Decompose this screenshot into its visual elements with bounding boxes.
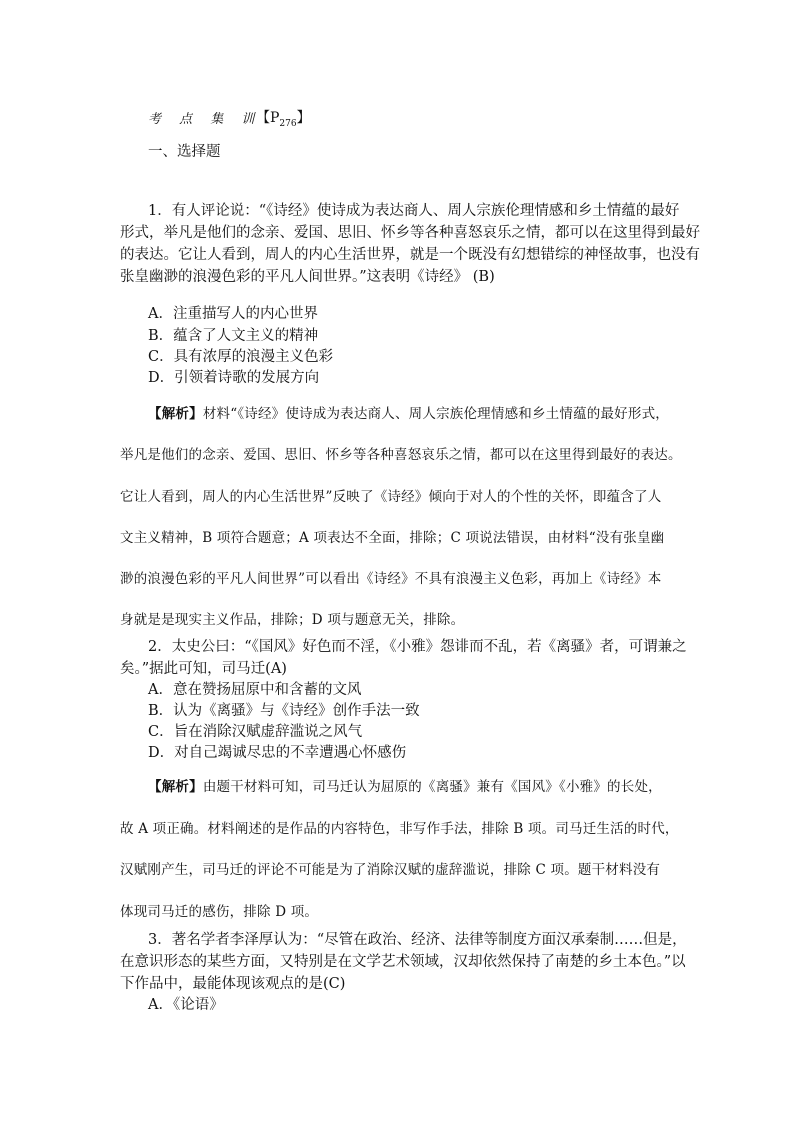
question-1-option-d: D．引领着诗歌的发展方向 <box>148 370 320 386</box>
question-3-option-a: A．《论语》 <box>148 997 224 1013</box>
question-1-analysis-line: 它让人看到，周人的内心生活世界”反映了《诗经》倾向于对人的个性的关怀，即蕴含了人 <box>120 489 662 505</box>
question-1-analysis-line: 文主义精神，B 项符合题意；A 项表达不全面，排除；C 项说法错误，由材料“没有张皇幽 <box>120 530 665 546</box>
question-1-analysis-line: 渺的浪漫色彩的平凡人间世界”可以看出《诗经》不具有浪漫主义色彩，再加上《诗经》本 <box>120 571 662 587</box>
question-1-line: 张皇幽渺的浪漫色彩的平凡人间世界。”这表明《诗经》 (B) <box>120 269 495 285</box>
exercise-header <box>148 108 311 129</box>
question-3-line: 在意识形态的某些方面，又特别是在文学艺术领域，汉却依然保持了南楚的乡土本色。”以 <box>120 954 686 970</box>
analysis-tag: 【解析】 <box>148 406 203 422</box>
question-2-analysis-line: 体现司马迁的感伤，排除 D 项。 <box>120 904 319 920</box>
exercise-title: 考 点 集 训 <box>148 112 262 127</box>
question-1-line: 形式，举凡是他们的念亲、爱国、思旧、怀乡等各种喜怒哀乐之情，都可以在这里得到最好 <box>120 225 700 241</box>
question-1-analysis-line: 【解析】材料“《诗经》使诗成为表达商人、周人宗族伦理情感和乡土情蕴的最好形式， <box>148 406 669 422</box>
question-2-option-a: A．意在赞扬屈原中和含蓄的文风 <box>148 682 362 698</box>
question-2-option-b: B．认为《离骚》与《诗经》创作手法一致 <box>148 703 420 719</box>
question-1-option-a: A．注重描写人的内心世界 <box>148 306 318 322</box>
question-1-analysis-line: 举凡是他们的念亲、爱国、思旧、怀乡等各种喜怒哀乐之情，都可以在这里得到最好的表达。 <box>120 447 682 463</box>
question-2-line: 矣。”据此可知，司马迁(A) <box>120 661 287 677</box>
question-1-line: 1．有人评论说：“《诗经》使诗成为表达商人、周人宗族伦理情感和乡土情蕴的最好 <box>148 203 680 219</box>
section-heading: 一、选择题 <box>148 144 221 160</box>
question-2-option-c: C．旨在消除汉赋虚辞滥说之风气 <box>148 724 363 740</box>
question-2-analysis-line: 故 A 项正确。材料阐述的是作品的内容特色，非写作手法，排除 B 项。司马迁生活的时代， <box>120 821 679 837</box>
question-3-line: 下作品中，最能体现该观点的是(C) <box>120 976 346 992</box>
question-2-analysis-line: 汉赋刚产生，司马迁的评论不可能是为了消除汉赋的虚辞滥说，排除 C 项。题干材料没有 <box>120 862 661 878</box>
question-2-analysis-line: 【解析】由题干材料可知，司马迁认为屈原的《离骚》兼有《国风》《小雅》的长处， <box>148 779 662 795</box>
question-1-option-c: C．具有浓厚的浪漫主义色彩 <box>148 349 334 365</box>
question-2-option-d: D．对自己竭诚尽忠的不幸遭遇心怀感伤 <box>148 745 407 761</box>
analysis-tag: 【解析】 <box>148 779 203 795</box>
question-3-line: 3．著名学者李泽厚认为：“尽管在政治、经济、法律等制度方面汉承秦制……但是， <box>148 932 687 948</box>
question-1-option-b: B．蕴含了人文主义的精神 <box>148 328 319 344</box>
question-2-line: 2．太史公曰：“《国风》好色而不淫，《小雅》怨诽而不乱，若《离骚》者，可谓兼之 <box>148 639 687 655</box>
question-1-line: 的表达。它让人看到，周人的内心生活世界，就是一个既没有幻想错综的神怪故事，也没有 <box>120 247 700 263</box>
page-reference: 【$P_{276}$】 <box>256 110 311 129</box>
question-1-analysis-line: 身就是是现实主义作品，排除；D 项与题意无关，排除。 <box>120 612 465 628</box>
